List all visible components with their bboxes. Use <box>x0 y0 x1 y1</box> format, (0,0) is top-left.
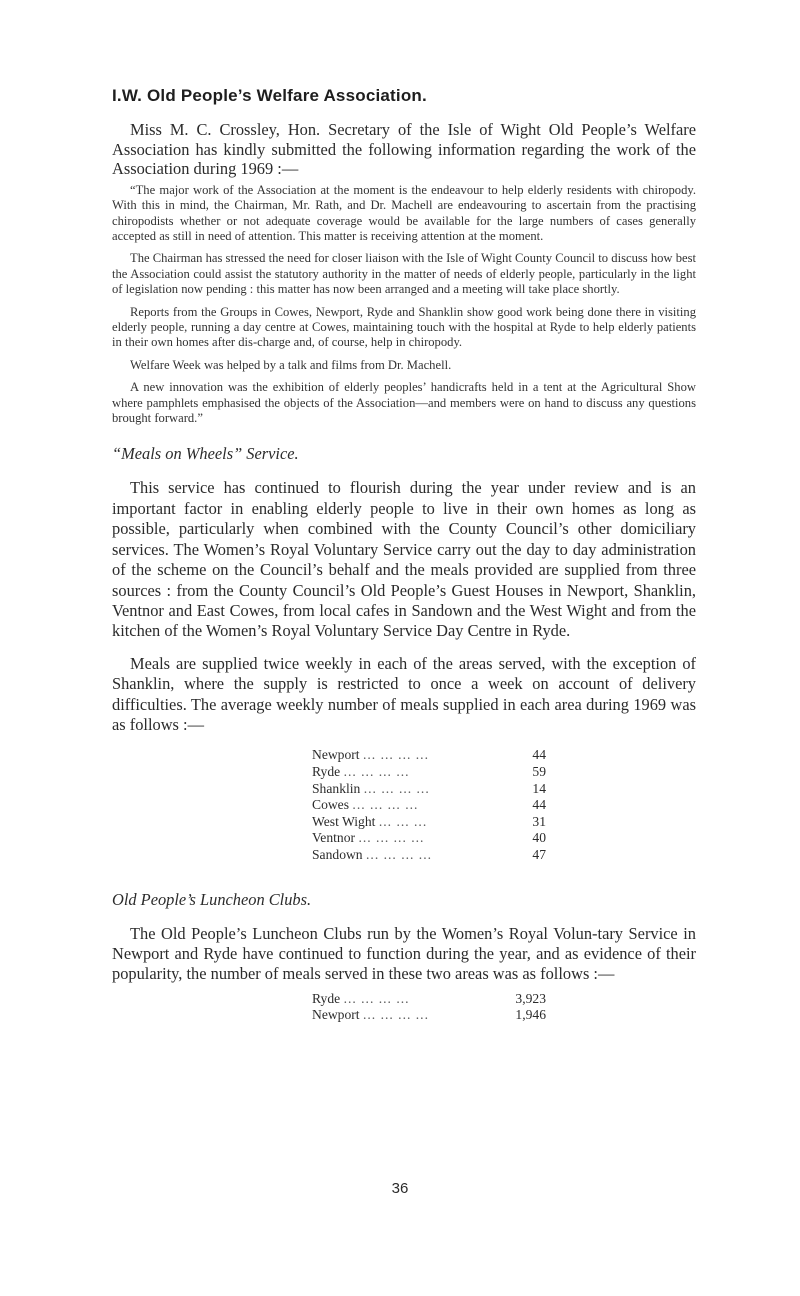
body-paragraph: This service has continued to flourish during the year under review and is an important factor in enabling elderly people to live in their own homes as long as possible, particularly when combined with the County Council’s other domiciliary services. The Women’s Royal Voluntary Service carry out the day to day administration of the scheme on the Council’s behalf and the meals provided are supplied from three sources : from the County Council’s Old People’s Guest Houses in Newport, Shanklin, Ventnor and East Cowes, from local cafes in Sandown and the West Wight and from the kitchen of the Women’s Royal Voluntary Service Day Centre in Ryde. <box>112 478 696 641</box>
quote-paragraph: A new innovation was the exhibition of elderly peoples’ handicrafts held in a tent at the Agricultural Show where pamphlets emphasised the objects of the Association—and members were on hand to discuss any questions brought forward.” <box>112 380 696 426</box>
document-page <box>112 86 696 1050</box>
page-number: 36 <box>391 1180 409 1197</box>
section-heading-meals-on-wheels: “Meals on Wheels” Service. <box>112 444 299 464</box>
section-heading-luncheon-clubs: Old People’s Luncheon Clubs. <box>112 889 312 909</box>
area-name: Newport <box>312 1007 360 1023</box>
table-row: Sandown ... ... ... ... 47 <box>312 846 546 862</box>
table-row: Newport ... ... ... ... 44 <box>312 747 546 763</box>
table-row: Ryde ... ... ... ... 59 <box>312 763 546 779</box>
table-row: Newport ... ... ... ... 1,946 <box>312 1007 546 1023</box>
area-name: Ventnor <box>312 830 356 846</box>
area-value: 44 <box>532 797 546 813</box>
body-paragraph: The Old People’s Luncheon Clubs run by the Women’s Royal Volun-tary Service in Newport and Ryde have continued to function during the year, and as evidence of their popularity, the number of meals served in these two areas was as follows :— <box>112 923 696 984</box>
page-title: I.W. Old People’s Welfare Association. <box>112 86 427 105</box>
quote-paragraph: Welfare Week was helped by a talk and films from Dr. Machell. <box>130 357 452 372</box>
quote-paragraph: Reports from the Groups in Cowes, Newport, Ryde and Shanklin show good work being done there in visiting elderly people, running a day centre at Cowes, maintaining touch with the hospital at Ryde to help elderly patients in their own homes after dis-charge and, of course, help in chiropody. <box>112 304 696 350</box>
area-name: Sandown <box>312 846 363 862</box>
area-name: West Wight <box>312 813 376 829</box>
meals-per-area-table <box>312 747 546 863</box>
table-row: Ventnor ... ... ... ... 40 <box>312 830 546 846</box>
area-name: Cowes <box>312 797 350 813</box>
area-name: Ryde <box>312 763 341 779</box>
area-value: 44 <box>532 747 546 763</box>
body-paragraph: Meals are supplied twice weekly in each of the areas served, with the exception of Shanklin, where the supply is restricted to once a week on account of delivery difficulties. The average weekly number of meals supplied in each area during 1969 was as follows :— <box>112 653 696 734</box>
area-name: Shanklin <box>312 780 361 796</box>
area-value: 1,946 <box>515 1007 546 1023</box>
table-row: Shanklin ... ... ... ... 14 <box>312 780 546 796</box>
table-row: West Wight ... ... ... 31 <box>312 813 546 829</box>
quoted-report <box>112 183 696 427</box>
area-value: 14 <box>532 780 546 796</box>
area-name: Ryde <box>312 990 341 1006</box>
quote-paragraph: The Chairman has stressed the need for closer liaison with the Isle of Wight County Council to discuss how best the Association could assist the statutory authority in the matter of needs of elderly people, particularly in the light of legislation now pending : this matter has now been arranged and a meeting will take place shortly. <box>112 251 696 297</box>
area-value: 47 <box>532 846 546 862</box>
luncheon-meals-table <box>312 991 546 1024</box>
quote-paragraph: “The major work of the Association at the moment is the endeavour to help elderly residents with chiropody. With this in mind, the Chairman, Mr. Rath, and Dr. Machell are endeavouring to ascertain from the practising chiropodists whether or not adequate coverage would be available for the large numbers of cases generally accepted as still in need of attention. This matter is receiving attention at the moment. <box>112 182 696 243</box>
area-value: 40 <box>532 830 546 846</box>
area-name: Newport <box>312 747 360 763</box>
section-luncheon-clubs <box>112 924 696 985</box>
area-value: 31 <box>532 813 546 829</box>
table-row: Ryde ... ... ... ... 3,923 <box>312 990 546 1006</box>
intro-paragraph: Miss M. C. Crossley, Hon. Secretary of the Isle of Wight Old People’s Welfare Association has kindly submitted the following information regarding the work of the Association during 1969 :— <box>112 120 696 179</box>
area-value: 59 <box>532 763 546 779</box>
area-value: 3,923 <box>515 990 546 1006</box>
section-meals-on-wheels <box>112 478 696 735</box>
table-row: Cowes ... ... ... ... 44 <box>312 797 546 813</box>
